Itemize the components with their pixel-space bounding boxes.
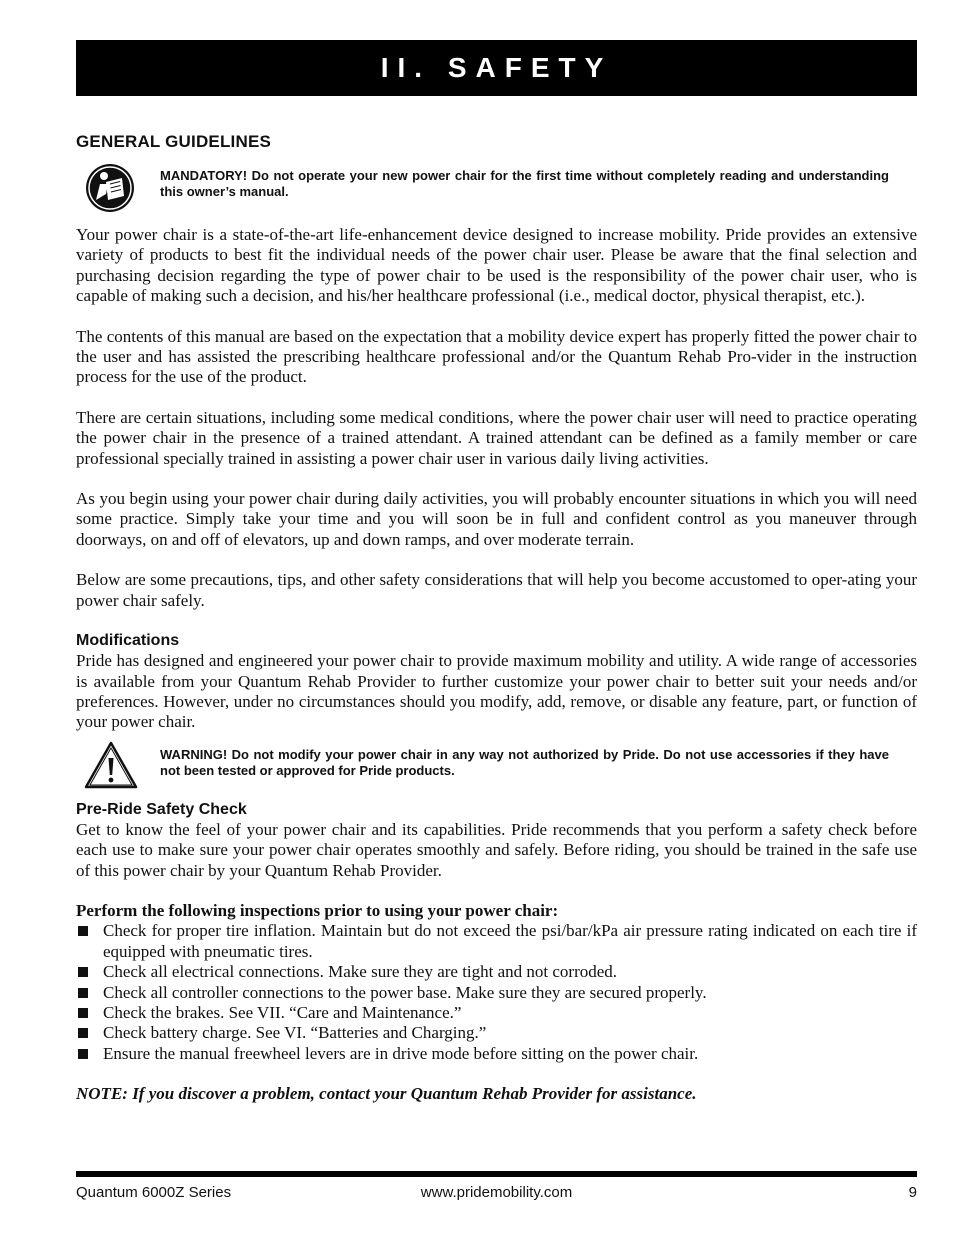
inspection-list: [76, 921, 917, 1064]
list-item: Check for proper tire inflation. Maintain but do not exceed the psi/bar/kPa air pressure rating indicated on each tire if equipped with pneumatic tires.: [76, 921, 917, 962]
list-item: Check all electrical connections. Make sure they are tight and not corroded.: [76, 962, 917, 982]
preride-heading: Pre-Ride Safety Check: [76, 800, 247, 818]
page-footer: [76, 1184, 917, 1204]
mandatory-notice: [76, 162, 917, 219]
general-paragraph-1: Your power chair is a state-of-the-art life-enhancement device designed to increase mobility. Pride provides an extensive variety of products to best fit the individual needs of the power chair user. Please be aware that the final selection and purchasing decision regarding the type of power chair to be used is the responsibility of the power chair user, who is capable of making such a decision, and his/her healthcare professional (i.e., medical doctor, physical therapist, etc.).: [76, 225, 917, 306]
list-item: Check all controller connections to the power base. Make sure they are secured properly.: [76, 983, 917, 1003]
square-bullet-icon: [78, 1049, 88, 1059]
list-item: Check battery charge. See VI. “Batteries and Charging.”: [76, 1023, 917, 1043]
footer-product: Quantum 6000Z Series: [76, 1184, 232, 1201]
mandatory-notice-text: MANDATORY! Do not operate your new power chair for the first time without completely reading and understanding this owner’s manual.: [160, 168, 889, 199]
chapter-title: II. SAFETY: [380, 52, 613, 83]
chapter-banner: [76, 40, 917, 96]
inspections-lead: Perform the following inspections prior to using your power chair:: [76, 900, 559, 920]
preride-paragraph: Get to know the feel of your power chair and its capabilities. Pride recommends that you perform a safety check before each use to make sure your power chair operates smoothly and safely. Before riding, you should be trained in the safe use of this power chair by your Quantum Rehab Provider.: [76, 819, 917, 880]
modifications-heading: Modifications: [76, 632, 180, 650]
square-bullet-icon: [78, 967, 88, 977]
warning-notice: [76, 741, 917, 794]
square-bullet-icon: [78, 926, 88, 936]
read-manual-icon: [84, 162, 142, 219]
general-guidelines-heading: GENERAL GUIDELINES: [76, 132, 272, 151]
note-text: NOTE: If you discover a problem, contact your Quantum Rehab Provider for assistance.: [76, 1084, 697, 1104]
general-paragraph-5: Below are some precautions, tips, and other safety considerations that will help you become accustomed to oper-ating your power chair safely.: [76, 570, 917, 610]
footer-website: www.pridemobility.com: [420, 1184, 573, 1201]
square-bullet-icon: [78, 988, 88, 998]
general-paragraph-3: There are certain situations, including some medical conditions, where the power chair user will need to practice operating the power chair in the presence of a trained attendant. A trained attendant can be defined as a family member or care professional specially trained in assisting a power chair user in various daily living activities.: [76, 407, 917, 468]
square-bullet-icon: [78, 1028, 88, 1038]
modifications-paragraph: Pride has designed and engineered your power chair to provide maximum mobility and utility. A wide range of accessories is available from your Quantum Rehab Provider to further customize your power chair to better suit your needs and/or preferences. However, under no circumstances should you modify, add, remove, or disable any feature, part, or function of your power chair.: [76, 651, 917, 732]
warning-triangle-icon: [84, 741, 142, 794]
warning-notice-text: WARNING! Do not modify your power chair in any way not authorized by Pride. Do not use accessories if they have not been tested or approved for Pride products.: [160, 746, 889, 778]
list-item: Check the brakes. See VII. “Care and Maintenance.”: [76, 1003, 917, 1023]
list-item: Ensure the manual freewheel levers are in drive mode before sitting on the power chair.: [76, 1044, 917, 1064]
general-paragraph-4: As you begin using your power chair during daily activities, you will probably encounter situations in which you will need some practice. Simply take your time and you will soon be in full and confident control as you maneuver through doorways, on and off of elevators, up and down ramps, and over moderate terrain.: [76, 489, 917, 549]
footer-rule: [76, 1171, 917, 1177]
page-content: [76, 132, 917, 1105]
footer-page-number: 9: [908, 1184, 917, 1201]
general-paragraph-2: The contents of this manual are based on the expectation that a mobility device expert has properly fitted the power chair to the user and has assisted the prescribing healthcare professional and/or the Quantum Rehab Pro-vider in the instruction process for the use of the product.: [76, 326, 917, 387]
square-bullet-icon: [78, 1008, 88, 1018]
